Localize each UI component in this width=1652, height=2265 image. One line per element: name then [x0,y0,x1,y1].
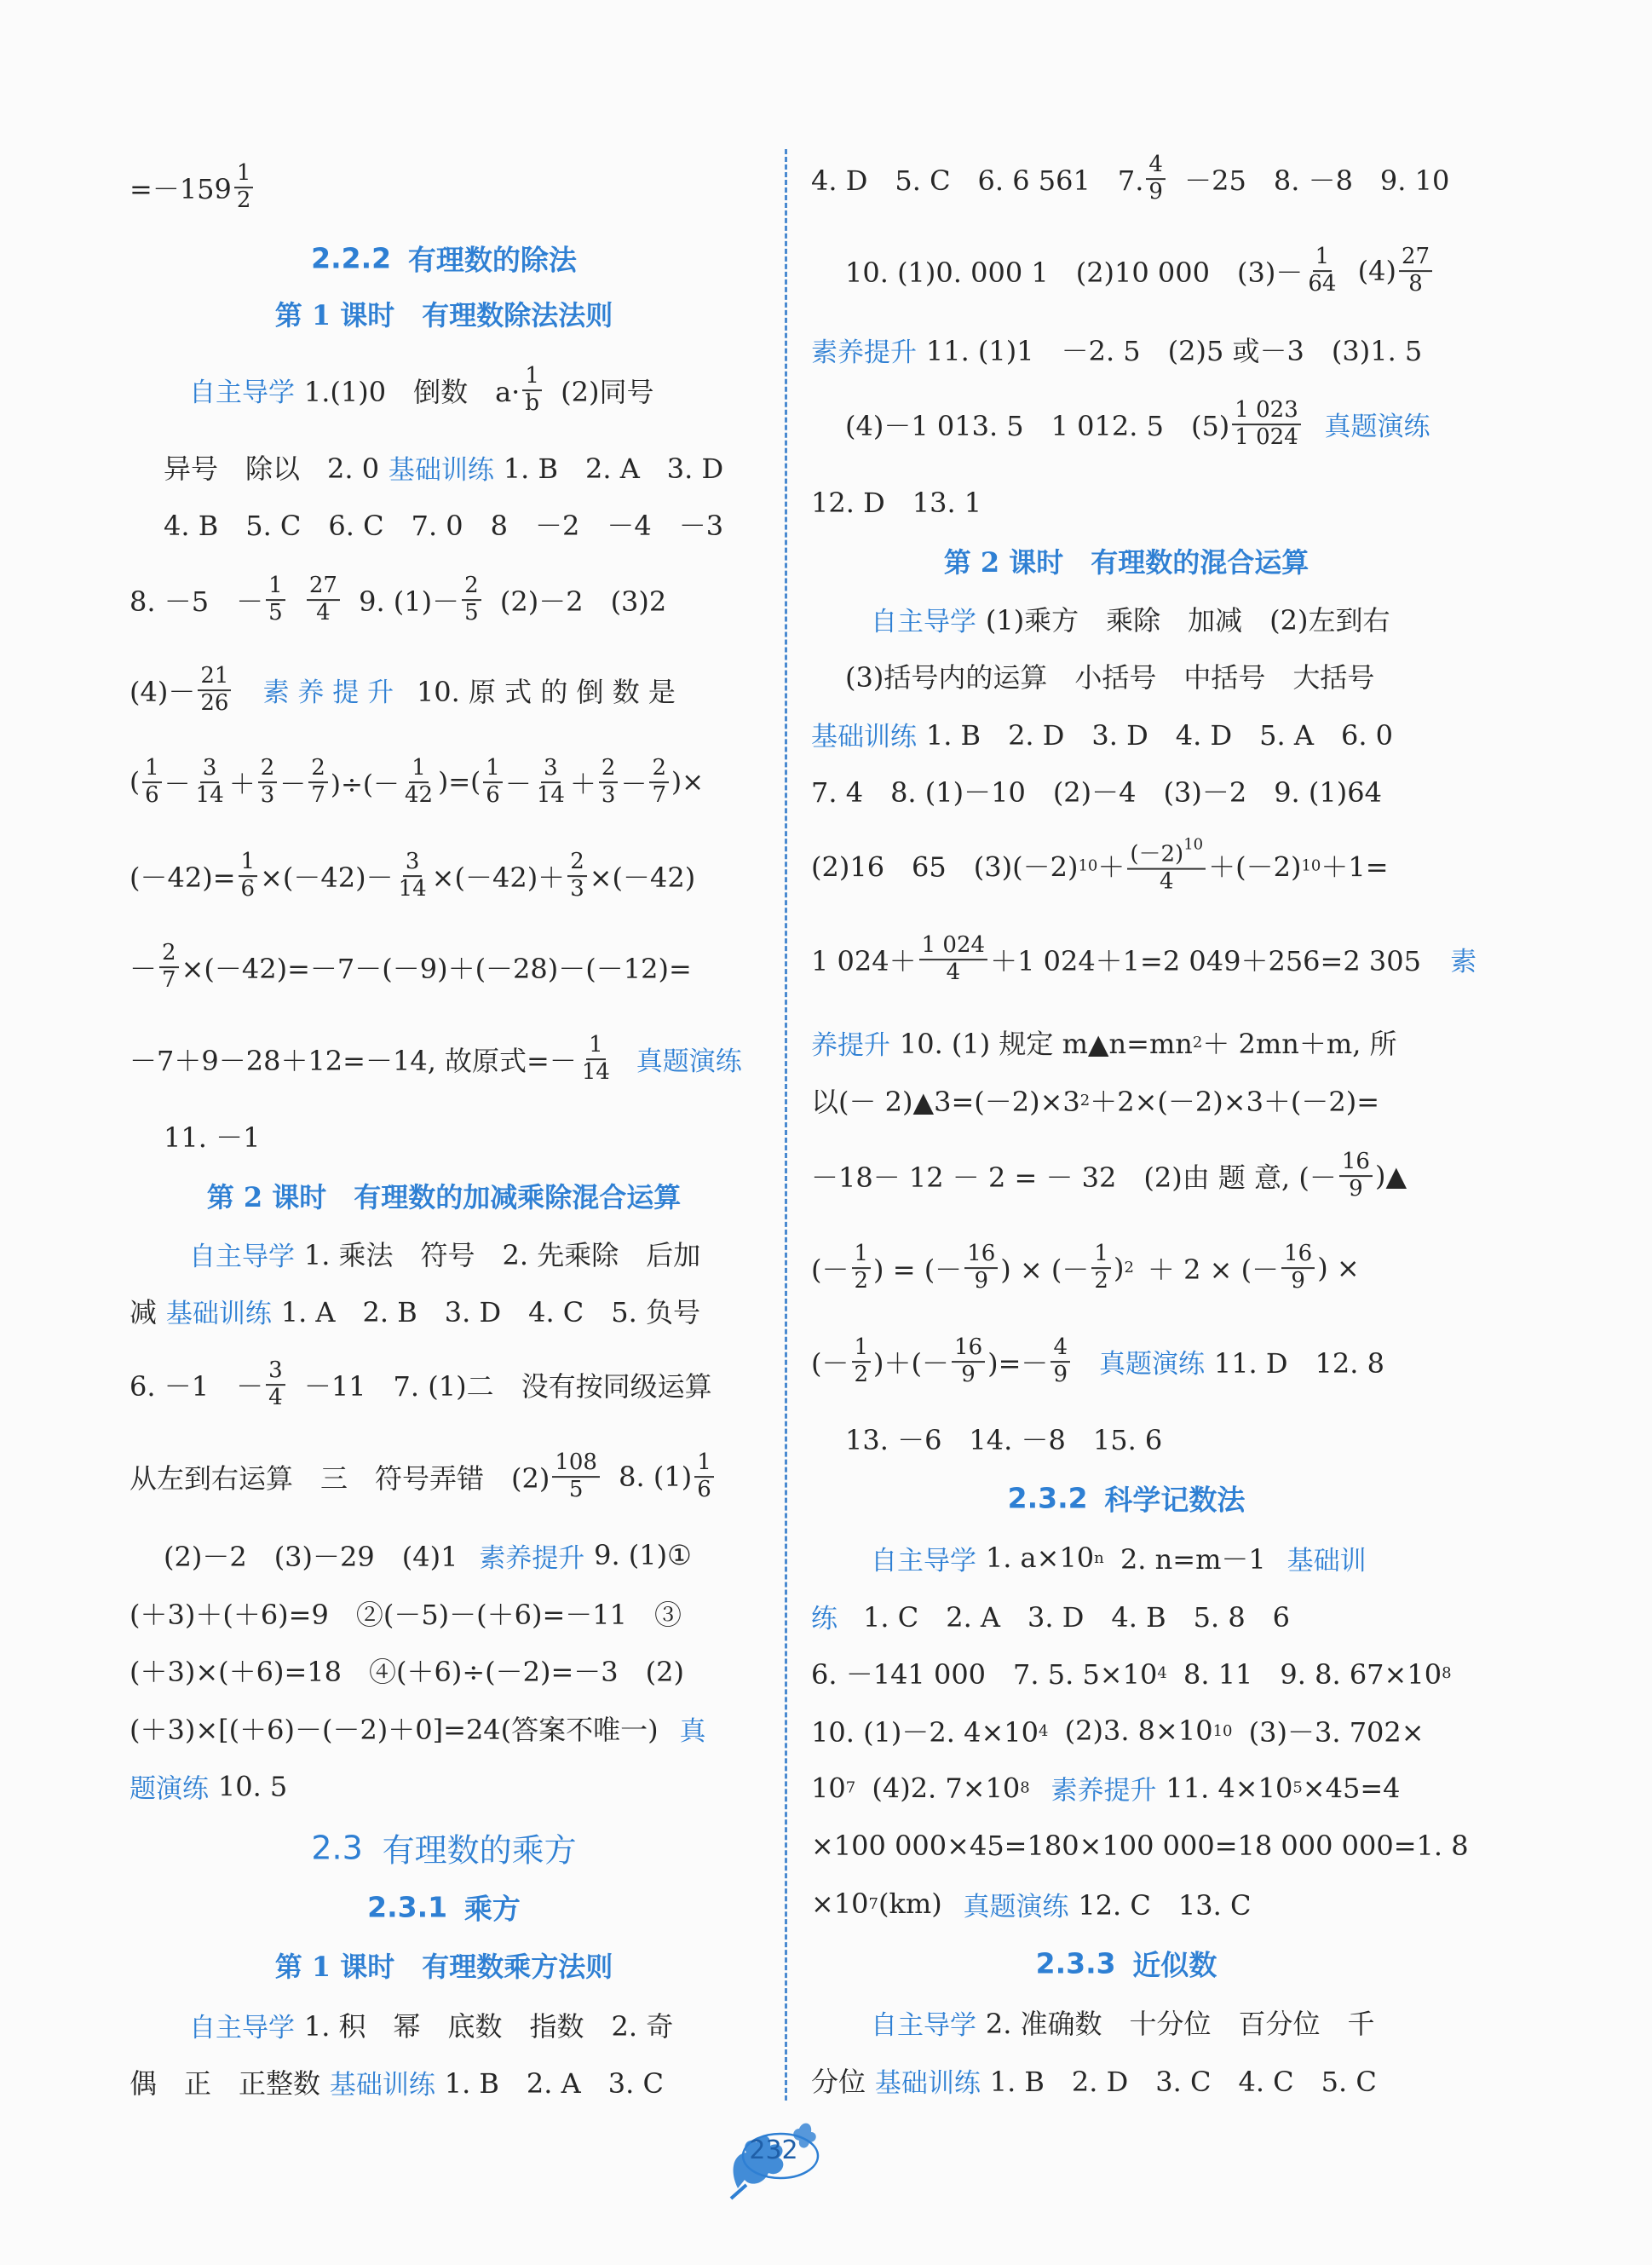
tag-label: 自主导学 [871,2009,976,2041]
tag-label: 练 [811,1603,838,1634]
tag-label: 基础训练 [329,2069,435,2101]
tag-label: 基础训 [1286,1545,1367,1576]
tag-label: 自主导学 [189,1241,295,1272]
tag-label: 真题演练 [963,1891,1069,1922]
tag-label: 题演练 [130,1773,209,1805]
tag-label: 基础训练 [165,1298,272,1329]
tag-label: 基础训练 [874,2067,981,2099]
base-text: (2)16 65 (3)(－2) [811,851,1079,884]
tag-label: 基础训练 [388,454,494,486]
tag-label: 自主导学 [189,2012,295,2043]
tag-label: 自主导学 [871,606,976,637]
fraction: $\frac{1}{2}$ [234,161,254,214]
tag-label: 真题演练 [1324,412,1430,443]
page-number: 232 [749,2135,798,2165]
tag-label: 真题演练 [1098,1349,1205,1380]
tag-label: 素养提升 [1050,1775,1157,1807]
tag-label: 素 [1450,947,1477,978]
tag-label: 真题演练 [636,1046,742,1078]
tag-label: 养提升 [811,1029,890,1061]
document-page: =－159 $\frac{1}{2}$ 2.2.2 有理数的除法 第 1 课时 有理数除法法则 自主导学 1.(1)0 倒数 a· $\frac{1}{b}$ (2)同号 异号 除以 2. 0 基础训练 1. B 2. A 3. D 4. B 5. C 6. C 7. 0 8 －2 －4 －3 8. －5 － $\frac{1}{5}$ $\frac{27}{4}$ 9. (1)－ $\frac{2}{5}$ (2)－2 (3)2 (4)－ $\frac{21}{26}$ 素 养 提 升 10. 原 式 的 倒 数 是 ( $\frac{1}{6}$ － $\frac{3}{14}$ ＋ $\frac{2}{3}$ － $\frac{2}{7}$ )÷(－ $\frac{1}{42}$ )=( $\frac{1}{6}$ － $\frac{3}{14}$ ＋ $\frac{2}{3}$ － $\frac{2}{7}$ )× (－42)= $\frac{1}{6}$ ×(－42)－ $\frac{3}{14}$ ×(－42)＋ $\frac{2}{3}$ ×(－42) － $\frac{2}{7}$ ×(－42)=－7－(－9)＋(－28)－(－12)= －7＋9－28＋12=－14, 故原式=－ $\frac{1}{14}$ 真题演练 11. －1 第 2 课时 有理数的加减乘除混合运算 自主导学 1. 乘法 符号 2. 先乘除 后加 减 基础训练 1. A 2. B 3. D 4. C 5. 负号 6. －1 － $\frac{3}{4}$ －11 7. (1)二 没有按同级运算 从左到右运算 三 符号弄错 (2) $\frac{108}{5}$ 8. (1) $\frac{1}{6}$ (2)－2 (3)－29 (4)1 素养提升 9. (1)① (＋3)＋(＋6)=9 ②(－5)－(＋6)=－11 ③ (＋3)×(＋6)=18 ④(＋6)÷(－2)=－3 (2) (＋3)×[(＋6)－(－2)＋0]=24(答案不唯一) 真 题演练 10. 5 2.3 有理数的乘方 2.3.1 乘方 第 1 课时 有理数乘方法则 自主导学 1. 积 幂 底数 指数 2. 奇 偶 正 正整数 基础训练 1. B 2. A 3. C 4. D 5. C 6. 6 561 7. $\frac{4}{9}$ －25 8. －8 9. 10 10. (1)0. 000 1 (2)10 000 (3)－ $\frac{1}{64}$ (4) $\frac{27}{8}$ 素养提升 11. (1)1 －2. 5 (2)5 或－3 (3)1. 5 (4)－1 013. 5 1 012. 5 (5) $\frac{1 023}{1 024}$ 真题演练 12. D 13. 1 第 2 课时 有理数的混合运算 自主导学 (1)乘方 乘除 加减 (2)左到右 (3)括号内的运算 小括号 中括号 大括号 基础训练 1. B 2. D 3. D 4. D 5. A 6. 0 7. 4 8. (1)－10 (2)－4 (3)－2 9. (1)64 (2)16 65 (3)(－2) 10 ＋ $\frac{(-2)^{10}}{4}$ ＋(－2) 10 ＋1= 1 024＋ $\frac{1 024}{4}$ ＋1 024＋1=2 049＋256=2 305 素 养提升 10. (1) 规定 m▲n=mn 2 ＋ 2mn＋m, 所 以(－ 2)▲3=(－2)×3 2 ＋2×(－2)×3＋(－2)= －18－ 12 － 2 = － 32 (2)由 题 意, (－ $\frac{16}{9}$ )▲ (－ $\frac{1}{2}$ ) = (－ $\frac{16}{9}$ ) × (－ $\frac{1}{2}$ ) 2 ＋ 2 × (－ $\frac{16}{9}$ ) × (－ $\frac{1}{2}$ )＋(－ $\frac{16}{9}$ )=－ $\frac{4}{9}$ 真题演练 11. D 12. 8 13. －6 14. －8 15. 6 2.3.2 科学记数法 自主导学 1. a×10 n 2. n=m－1 基础训 练 1. C 2. A 3. D 4. B 5. 8 6 6. －141 000 7. 5. 5×10 4 8. 11 9. 8. 67×10 8 10. (1)－2. 4×10 4 (2)3. 8×10 10 (3)－3. 702× 10 7 (4)2. 7×10 8 素养提升 11. 4×10 5 ×45=4 ×100 000×45=180×100 000=18 000 000=1. 8 ×10 7 (km) 真题演练 12. C 13. C 2.3.3 近似数 自主导学 2. 准确数 十分位 百分位 千 分位 基础训练 1. B 2. D 3. C 4. C 5. C 232 [0,0,1652,2265]
page-number-badge [721,2103,826,2205]
tag-label: 素养提升 [479,1542,585,1574]
tag-label: 素 养 提 升 [262,677,394,709]
tag-label: 真 [679,1715,706,1747]
tag-label: 素养提升 [811,337,917,368]
tag-label: 自主导学 [189,378,295,409]
tag-label: 自主导学 [871,1545,976,1576]
column-divider [785,149,787,2101]
tag-label: 基础训练 [811,721,917,752]
